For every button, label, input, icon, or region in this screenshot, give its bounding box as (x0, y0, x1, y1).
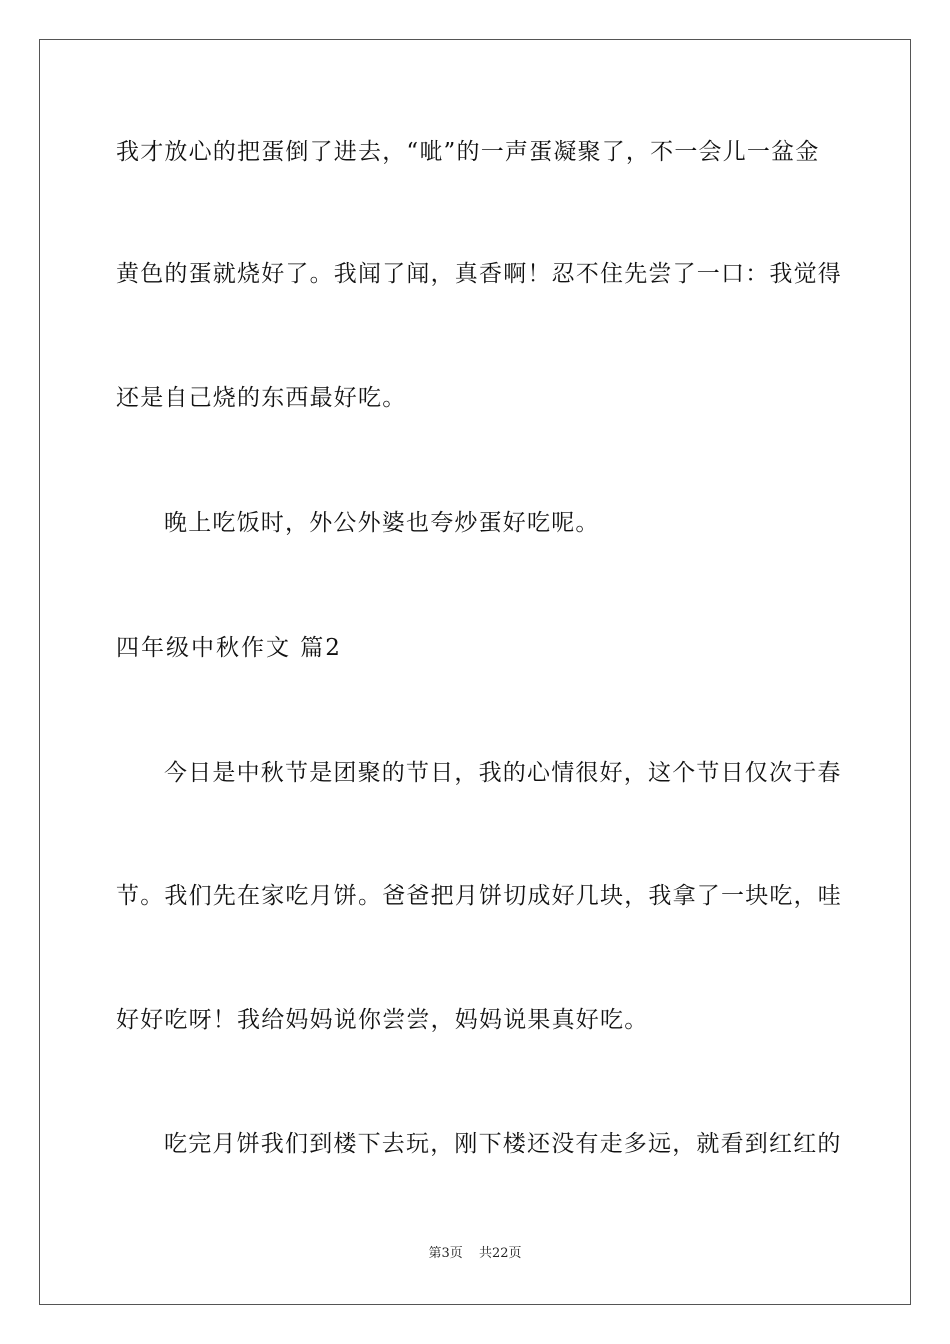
body-line-3: 还是自己烧的东西最好吃。 (116, 385, 407, 411)
body-line-6: 今日是中秋节是团聚的节日，我的心情很好，这个节日仅次于春 (164, 760, 842, 786)
page-footer (0, 1244, 950, 1264)
body-line-2: 黄色的蛋就烧好了。我闻了闻，真香啊！忍不住先尝了一口：我觉得 (116, 261, 842, 287)
page-number: 第3页 (428, 1246, 463, 1261)
page-frame (39, 39, 911, 1305)
body-line-8: 好好吃呀！我给妈妈说你尝尝，妈妈说果真好吃。 (116, 1007, 649, 1033)
body-line-7: 节。我们先在家吃月饼。爸爸把月饼切成好几块，我拿了一块吃，哇 (116, 883, 842, 909)
body-line-9: 吃完月饼我们到楼下去玩，刚下楼还没有走多远，就看到红红的 (164, 1131, 842, 1157)
body-line-4: 晚上吃饭时，外公外婆也夸炒蛋好吃呢。 (164, 510, 600, 536)
body-line-1: 我才放心的把蛋倒了进去，“呲”的一声蛋凝聚了，不一会儿一盆金 (116, 139, 820, 165)
section-heading: 四年级中秋作文 篇2 (116, 635, 342, 661)
page-total: 共22页 (478, 1246, 522, 1261)
